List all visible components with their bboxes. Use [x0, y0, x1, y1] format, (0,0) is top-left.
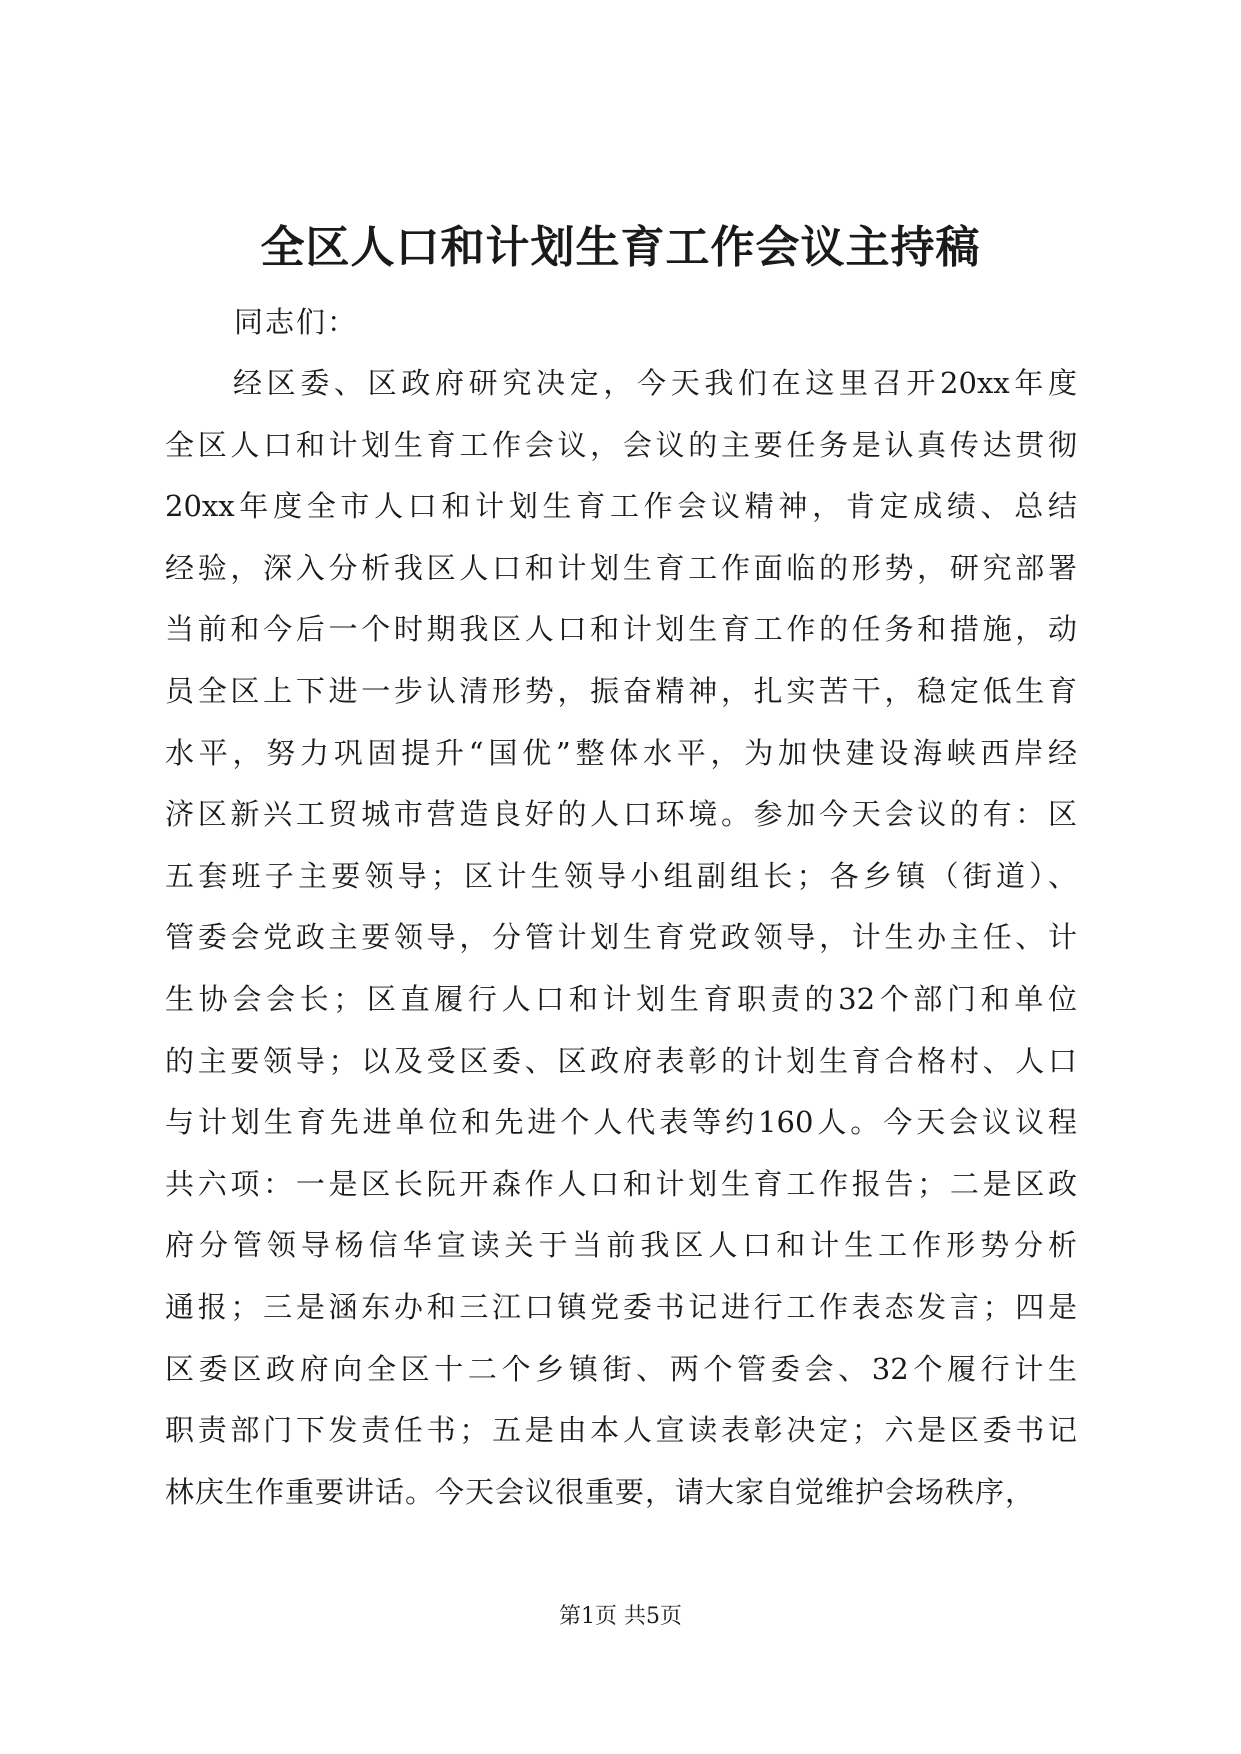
- body-line: 府分管领导杨信华宣读关于当前我区人口和计生工作形势分析: [165, 1228, 1077, 1263]
- body-paragraph: [165, 353, 1077, 1523]
- body-line: 区委区政府向全区十二个乡镇街、两个管委会、32个履行计生: [165, 1351, 1077, 1386]
- body-line: 经区委、区政府研究决定，今天我们在这里召开20xx年度: [233, 366, 1077, 400]
- body-line: 与计划生育先进单位和先进个人代表等约160人。今天会议议程: [165, 1105, 1077, 1140]
- body-line: 济区新兴工贸城市营造良好的人口环境。参加今天会议的有：区: [165, 797, 1077, 832]
- body-line: 当前和今后一个时期我区人口和计划生育工作的任务和措施，动: [165, 612, 1077, 647]
- body-line: 通报；三是涵东办和三江口镇党委书记进行工作表态发言；四是: [165, 1289, 1077, 1324]
- body-line: 20xx年度全市人口和计划生育工作会议精神，肯定成绩、总结: [165, 489, 1077, 524]
- body-line: 水平，努力巩固提升“国优”整体水平，为加快建设海峡西岸经: [165, 735, 1077, 770]
- body-line: 经验，深入分析我区人口和计划生育工作面临的形势，研究部署: [165, 550, 1077, 585]
- body-line: 员全区上下进一步认清形势，振奋精神，扎实苦干，稳定低生育: [165, 673, 1077, 708]
- body-line: 共六项：一是区长阮开森作人口和计划生育工作报告；二是区政: [165, 1166, 1077, 1201]
- document-title: 全区人口和计划生育工作会议主持稿: [260, 222, 981, 273]
- body-line: 林庆生作重要讲话。今天会议很重要，请大家自觉维护会场秩序，: [165, 1474, 1036, 1509]
- body-line: 五套班子主要领导；区计生领导小组副组长；各乡镇（街道）、: [165, 858, 1077, 893]
- salutation: 同志们：: [234, 305, 359, 339]
- body-line: 全区人口和计划生育工作会议，会议的主要任务是认真传达贯彻: [165, 427, 1077, 462]
- body-line: 管委会党政主要领导，分管计划生育党政领导，计生办主任、计: [165, 920, 1077, 955]
- body-line: 职责部门下发责任书；五是由本人宣读表彰决定；六是区委书记: [165, 1413, 1077, 1448]
- body-line: 的主要领导；以及受区委、区政府表彰的计划生育合格村、人口: [165, 1043, 1077, 1078]
- body-line: 生协会会长；区直履行人口和计划生育职责的32个部门和单位: [165, 981, 1077, 1016]
- page-number-footer: 第1页 共5页: [559, 1604, 682, 1629]
